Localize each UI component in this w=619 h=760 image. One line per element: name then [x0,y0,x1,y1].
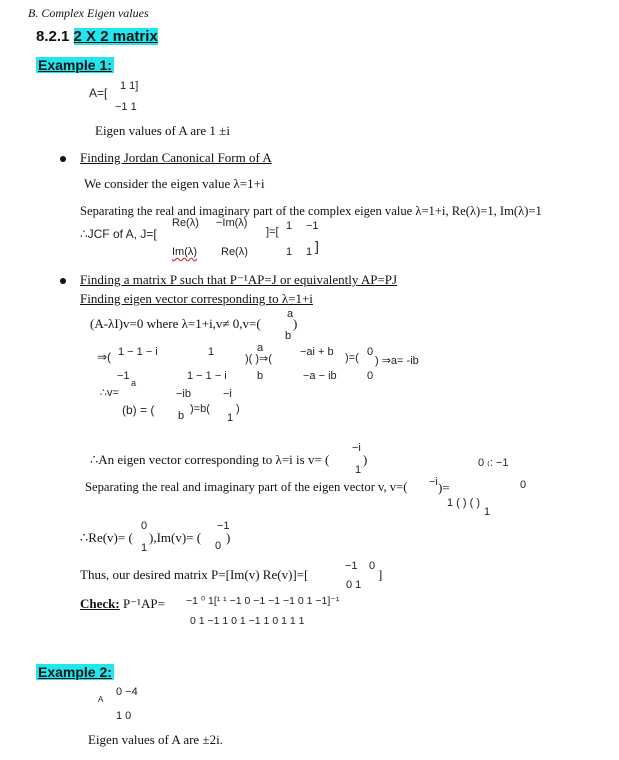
jcf-one-c: 1 [306,246,313,258]
sep2-eq: )= [438,480,450,495]
eq1-close: ) [293,316,298,331]
bullet-icon [60,156,66,162]
sys-eq0: )=( [345,352,359,364]
separating-eigenvector-text: Separating the real and imaginary part of the eigen vector v, v=( [85,480,408,494]
jcf-one-a: 1 [286,220,293,232]
check-row1: −1 ⁰ 1[¹ ¹ −1 0 −1 −1 −1 0 1 −1]⁻¹ [186,595,340,607]
vsol-a: a [131,378,137,388]
ev-close: ) [363,452,368,467]
matrix-a-row1: 1 1] [120,80,139,92]
eq1-a: a [287,308,294,320]
eigenvector-text: ∴An eigen vector corresponding to λ=i is v= ( [90,452,330,467]
subsection-number: 8.2.1 [36,28,70,45]
sys-result: ) ⇒a= -ib [375,355,419,367]
eigen-values-text: Eigen values of A are 1 ±i [95,123,230,138]
sep2-zero: 0 [520,479,527,491]
example2-matrix-row1: 0 −4 [116,686,138,698]
sys-vec-a: a [257,342,264,354]
check-label: Check: [80,596,120,611]
vsol-left: (b) = ( [122,403,155,417]
jcf-mid: ]=[ [266,226,279,238]
sep2-bottom: 1 ( ) ( ) [447,497,480,509]
rev-neg1: −1 [217,520,230,532]
vsol-close: ) [236,403,240,415]
check-line [80,596,165,612]
vsol-mid: )=b( [190,403,210,415]
sep2-one: 1 [484,506,491,518]
sep2-neg-i: −i [429,476,438,488]
ev-top: −i [352,442,361,454]
sys-arrow: ⇒( [97,350,112,364]
eigenvector-statement [90,452,329,468]
matrix-a-row2: −1 1 [115,101,137,113]
vsol-neg-i: −i [223,388,232,400]
equation-a-lambda: (A-λI)v=0 where λ=1+i,v≠ 0,v=( [90,316,261,331]
thus-neg1: −1 [345,560,358,572]
bullet-icon [60,278,66,284]
vsol-b: b [178,410,185,422]
find-eigenvector-heading: Finding eigen vector corresponding to λ=1+i [80,291,313,306]
example2-heading: Example 2: [38,664,112,680]
sys-m21: −1 [117,370,130,382]
example2-eigen-values: Eigen values of A are ±2i. [88,732,223,747]
sys-zero1: 0 [367,346,374,358]
jcf-bracket: ] [315,238,319,254]
separating-text: Separating the real and imaginary part of the complex eigen value λ=1+i, Re(λ)=1, Im(λ)=1 [80,204,542,218]
jcf-neg-one: −1 [306,220,319,232]
bullet-jordan-form: Finding Jordan Canonical Form of A [80,150,272,165]
vsol-neg-ib: −ib [176,388,191,400]
rev-mid: ),Im(v)= ( [149,530,202,545]
jcf-im2: Im(λ) [172,246,198,258]
sys-vec-b: b [257,370,264,382]
jcf-one-b: 1 [286,246,293,258]
jcf-neg-im: −Im(λ) [216,217,248,229]
subsection-title: 2 X 2 matrix [73,28,158,45]
section-title: B. Complex Eigen values [28,6,149,20]
sys-mid: )( )⇒( [245,353,272,365]
eq1-b: b [285,330,292,342]
jcf-re2: Re(λ) [221,246,248,258]
bullet-find-p: Finding a matrix P such that P⁻¹AP=J or equivalently AP=PJ [80,272,398,287]
vsol-one: 1 [227,412,234,424]
vsol-prefix: ∴v= [100,387,119,399]
rev-zero-b: 0 [215,540,222,552]
thus-zero: 0 [369,560,376,572]
re-im-v: ∴Re(v)= ( [80,530,133,545]
sys-r2: −a − ib [303,370,337,382]
sep2-right-top: 0 ₍: −1 [478,457,509,469]
thus-row2: 0 1 [346,579,362,591]
rev-one: 1 [141,542,148,554]
check-row2: 0 1 −1 1 0 1 −1 1 0 1 1 1 [190,615,305,627]
sys-m11: 1 − 1 − i [118,346,158,358]
sys-m12: 1 [208,346,215,358]
check-equation: P⁻¹AP= [119,596,165,611]
rev-close: ) [226,530,231,545]
example2-matrix-row2: 1 0 [116,710,132,722]
example1-heading: Example 1: [38,57,112,73]
sys-m22: 1 − 1 − i [187,370,227,382]
subsection-heading [36,28,158,45]
sys-r1: −ai + b [300,346,334,358]
example2-matrix-prefix: A [98,695,104,704]
matrix-a-prefix: A=[ [89,86,108,100]
jcf-re1: Re(λ) [172,217,199,229]
sys-zero2: 0 [367,370,374,382]
consider-text: We consider the eigen value λ=1+i [84,176,265,191]
rev-zero: 0 [141,520,148,532]
jcf-prefix: ∴JCF of A, J=[ [80,227,157,241]
desired-matrix-p: Thus, our desired matrix P=[Im(v) Re(v)]=[ [80,567,309,582]
ev-bottom: 1 [355,464,362,476]
thus-close: ] [378,567,383,582]
